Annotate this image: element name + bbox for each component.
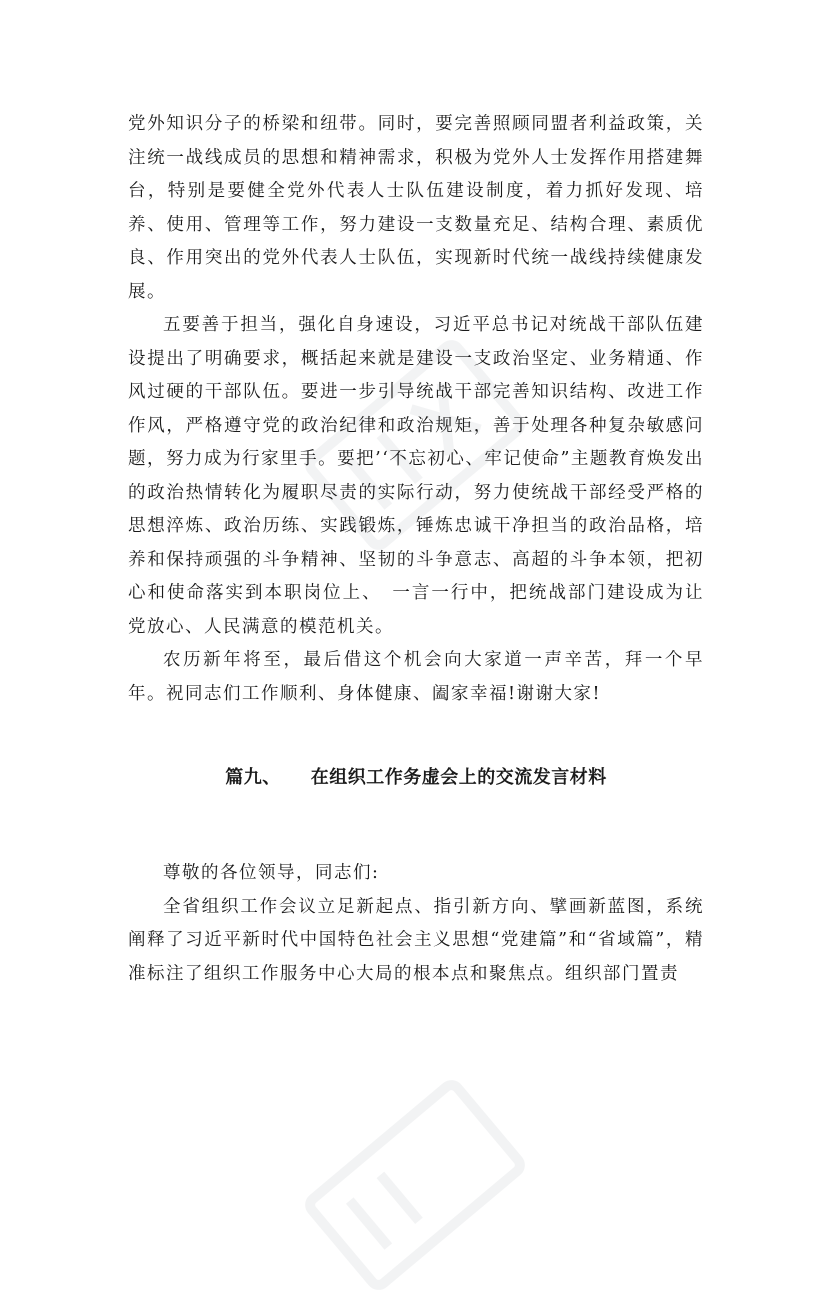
section-number: 篇九、: [225, 767, 281, 788]
watermark-icon-bottom: [300, 1070, 530, 1300]
paragraph-3: 农历新年将至，最后借这个机会向大家道一声辛苦，拜一个早年。祝同志们工作顺利、身体健康、阖家幸福!谢谢大家!: [128, 650, 704, 704]
document-body: [128, 108, 704, 991]
greeting-line: 尊敬的各位领导，同志们:: [163, 863, 380, 883]
section-title: 在组织工作务虚会上的交流发言材料: [310, 767, 607, 788]
section-heading: [128, 763, 704, 793]
paragraph-2: 五要善于担当，强化自身速设，习近平总书记对统战干部队伍建设提出了明确要求，概括起来就是建设一支政治坚定、业务精通、作风过硬的干部队伍。要进一步引导统战干部完善知识结构、改进工作作风，严格遵守党的政治纪律和政治规矩，善于处理各种复杂敏感问题，努力成为行家里手。要把’‘不忘初心、牢记使命”主题教育焕发出的政治热情转化为履职尽责的实际行动，努力使统战干部经受严格的思想淬炼、政治历练、实践锻炼，锤炼忠诚干净担当的政治品格，培养和保持顽强的斗争精神、坚韧的斗争意志、高超的斗争本领，把初心和使命落实到本职岗位上、 一言一行中，把统战部门建设成为让党放心、人民满意的模范机关。: [128, 315, 704, 637]
paragraph-1: 党外知识分子的桥梁和纽带。同时，要完善照顾同盟者利益政策，关注统一战线成员的思想和精神需求，积极为党外人士发挥作用搭建舞台，特别是要健全党外代表人士队伍建设制度，着力抓好发现、培养、使用、管理等工作，努力建设一支数量充足、结构合理、素质优良、作用突出的党外代表人士队伍，实现新时代统一战线持续健康发展。: [128, 114, 704, 302]
paragraph-4: 全省组织工作会议立足新起点、指引新方向、擘画新蓝图，系统阐释了习近平新时代中国特色社会主义思想“党建篇”和“省域篇”，精准标注了组织工作服务中心大局的根本点和聚焦点。组织部门置责: [128, 896, 704, 984]
